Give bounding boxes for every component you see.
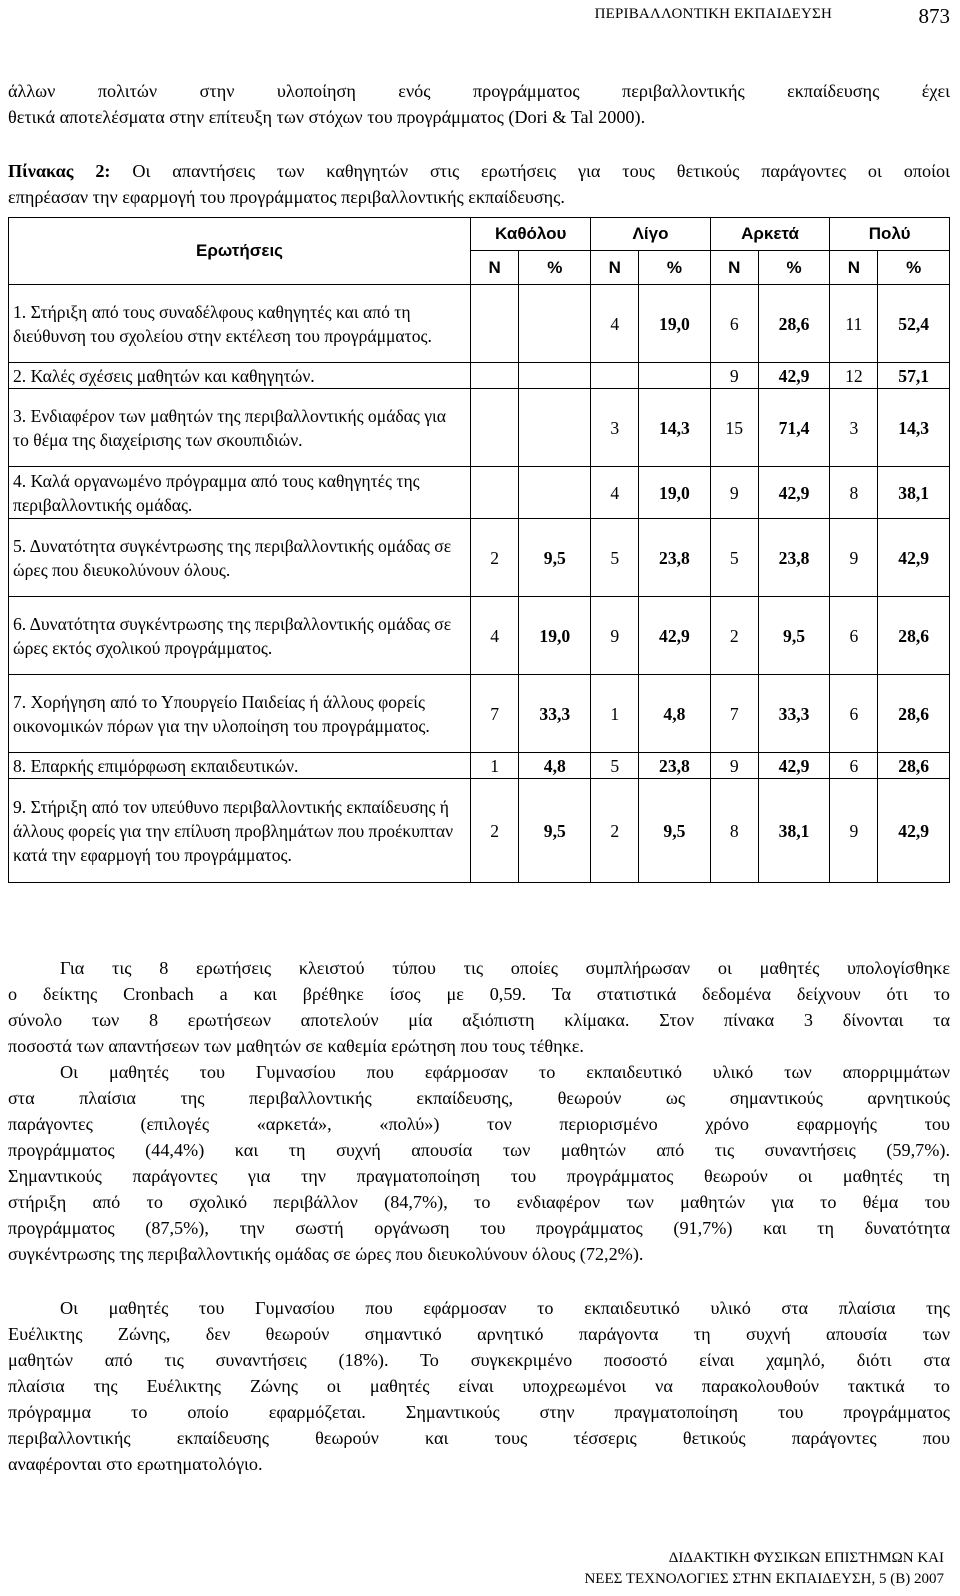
subheader-n: N	[471, 251, 519, 285]
count-cell: 9	[710, 467, 758, 519]
count-cell: 11	[830, 285, 878, 363]
question-cell: 3. Ενδιαφέρον των μαθητών της περιβαλλοντικής ομάδας για το θέμα της διαχείρισης των σκουπιδιών.	[9, 389, 471, 467]
count-cell	[471, 467, 519, 519]
count-cell: 6	[830, 597, 878, 675]
table-row	[9, 467, 950, 519]
count-cell: 4	[591, 467, 639, 519]
percent-cell	[519, 285, 591, 363]
subheader-n: N	[830, 251, 878, 285]
column-header-group: Καθόλου	[471, 218, 591, 251]
percent-cell: 9,5	[519, 779, 591, 883]
count-cell: 15	[710, 389, 758, 467]
table-row	[9, 597, 950, 675]
question-cell: 6. Δυνατότητα συγκέντρωσης της περιβαλλοντικής ομάδας σε ώρες εκτός σχολικού προγράμματος.	[9, 597, 471, 675]
intro-paragraph	[8, 78, 950, 130]
count-cell: 1	[591, 675, 639, 753]
text-line: προγράμματος (44,4%) και τη συχνή απουσία των μαθητών από τις συναντήσεις (59,7%).	[8, 1140, 950, 1160]
subheader-pct: %	[639, 251, 711, 285]
text-line: ποσοστά των απαντήσεων των μαθητών σε καθεμία ερώτηση που τους τέθηκε.	[8, 1036, 584, 1056]
question-cell: 9. Στήριξη από τον υπεύθυνο περιβαλλοντικής εκπαίδευσης ή άλλους φορείς για την επίλυση προβλημάτων που προέκυπταν κατά την εφαρμογή του προγράμματος.	[9, 779, 471, 883]
percent-cell: 23,8	[639, 753, 711, 779]
count-cell	[471, 285, 519, 363]
caption-text: επηρέασαν την εφαρμογή του προγράμματος περιβαλλοντικής εκπαίδευσης.	[8, 187, 565, 207]
table-row	[9, 285, 950, 363]
text-line: μαθητών από τις συναντήσεις (18%). Το συγκεκριμένο ποσοστό είναι χαμηλό, διότι στα	[8, 1350, 950, 1370]
percent-cell: 42,9	[878, 519, 950, 597]
count-cell: 9	[830, 779, 878, 883]
paragraph-cronbach	[8, 955, 950, 1059]
text-line: Οι μαθητές του Γυμνασίου που εφάρμοσαν το εκπαιδευτικό υλικό των απορριμμάτων	[60, 1062, 950, 1082]
percent-cell: 33,3	[758, 675, 830, 753]
text-line: προγράμματος (87,5%), την σωστή οργάνωση του προγράμματος (91,7%) και τη δυνατότητα	[8, 1218, 950, 1238]
percent-cell: 28,6	[878, 753, 950, 779]
caption-text: Οι απαντήσεις των καθηγητών στις ερωτήσεις για τους θετικούς παράγοντες οι οποίοι	[110, 161, 951, 181]
subheader-n: N	[591, 251, 639, 285]
count-cell: 12	[830, 363, 878, 389]
percent-cell: 38,1	[878, 467, 950, 519]
percent-cell: 42,9	[639, 597, 711, 675]
percent-cell: 19,0	[639, 467, 711, 519]
percent-cell: 42,9	[878, 779, 950, 883]
text-line: περιβαλλοντικής εκπαίδευσης θεωρούν και τους τέσσερις θετικούς παράγοντες που	[8, 1428, 950, 1448]
count-cell: 2	[591, 779, 639, 883]
count-cell: 6	[830, 753, 878, 779]
subheader-pct: %	[758, 251, 830, 285]
page-number: 873	[918, 4, 950, 28]
text-line: Οι μαθητές του Γυμνασίου που εφάρμοσαν το εκπαιδευτικό υλικό στα πλαίσια της	[60, 1298, 950, 1318]
count-cell: 7	[710, 675, 758, 753]
percent-cell: 28,6	[878, 675, 950, 753]
column-header-group: Λίγο	[591, 218, 710, 251]
percent-cell	[519, 389, 591, 467]
text-line: παράγοντες (επιλογές «αρκετά», «πολύ») τον περιορισμένο χρόνο εφαρμογής του	[8, 1114, 950, 1134]
count-cell: 4	[591, 285, 639, 363]
table-row	[9, 363, 950, 389]
text-line: συγκέντρωσης της περιβαλλοντικής ομάδας σε ώρες που διευκολύνουν όλους (72,2%).	[8, 1244, 644, 1264]
journal-issue: ΝΕΕΣ ΤΕΧΝΟΛΟΓΙΕΣ ΣΤΗΝ ΕΚΠΑΙΔΕΥΣΗ, 5 (Β) 2007	[584, 1571, 944, 1587]
question-cell: 7. Χορήγηση από το Υπουργείο Παιδείας ή άλλους φορείς οικονομικών πόρων για την υλοποίηση του προγράμματος.	[9, 675, 471, 753]
column-header-questions: Ερωτήσεις	[9, 218, 471, 285]
subheader-n: N	[710, 251, 758, 285]
table-caption	[8, 158, 950, 210]
percent-cell: 28,6	[878, 597, 950, 675]
count-cell: 9	[710, 753, 758, 779]
table-row	[9, 779, 950, 883]
count-cell	[471, 363, 519, 389]
running-title: ΠΕΡΙΒΑΛΛΟΝΤΙΚΗ ΕΚΠΑΙΔΕΥΣΗ	[594, 6, 832, 22]
count-cell: 9	[591, 597, 639, 675]
count-cell: 2	[471, 519, 519, 597]
text-line: Για τις 8 ερωτήσεις κλειστού τύπου τις οποίες συμπλήρωσαν οι μαθητές υπολογίσθηκε	[60, 958, 950, 978]
page-footer	[584, 1548, 944, 1590]
table-row	[9, 753, 950, 779]
count-cell: 5	[710, 519, 758, 597]
column-header-group: Πολύ	[830, 218, 950, 251]
percent-cell	[639, 363, 711, 389]
text-line: αναφέρονται στο ερωτηματολόγιο.	[8, 1454, 263, 1474]
text-line: σύνολο των 8 ερωτήσεων αποτελούν μία αξιόπιστη κλίμακα. Στον πίνακα 3 δίνονται τα	[8, 1010, 950, 1030]
percent-cell: 57,1	[878, 363, 950, 389]
text-line: Σημαντικούς παράγοντες για την πραγματοποίηση του προγράμματος θεωρούν οι μαθητές τη	[8, 1166, 950, 1186]
count-cell: 5	[591, 753, 639, 779]
percent-cell: 33,3	[519, 675, 591, 753]
percent-cell: 38,1	[758, 779, 830, 883]
percent-cell: 4,8	[639, 675, 711, 753]
journal-title: ΔΙΔΑΚΤΙΚΗ ΦΥΣΙΚΩΝ ΕΠΙΣΤΗΜΩΝ ΚΑΙ	[668, 1550, 944, 1566]
percent-cell: 9,5	[639, 779, 711, 883]
column-header-group: Αρκετά	[710, 218, 830, 251]
count-cell: 9	[830, 519, 878, 597]
percent-cell: 9,5	[758, 597, 830, 675]
responses-table	[8, 217, 950, 883]
percent-cell	[519, 467, 591, 519]
text-line: θετικά αποτελέσματα στην επίτευξη των στόχων του προγράμματος (Dori & Tal 2000).	[8, 107, 646, 127]
count-cell: 9	[710, 363, 758, 389]
question-cell: 4. Καλά οργανωμένο πρόγραμμα από τους καθηγητές της περιβαλλοντικής ομάδας.	[9, 467, 471, 519]
count-cell: 6	[830, 675, 878, 753]
question-cell: 5. Δυνατότητα συγκέντρωσης της περιβαλλοντικής ομάδας σε ώρες που διευκολύνουν όλους.	[9, 519, 471, 597]
count-cell: 4	[471, 597, 519, 675]
percent-cell: 9,5	[519, 519, 591, 597]
subheader-pct: %	[519, 251, 591, 285]
count-cell: 5	[591, 519, 639, 597]
text-line: πρόγραμμα το οποίο εφαρμόζεται. Σημαντικούς στην πραγματοποίηση του προγράμματος	[8, 1402, 950, 1422]
question-cell: 2. Καλές σχέσεις μαθητών και καθηγητών.	[9, 363, 471, 389]
percent-cell: 52,4	[878, 285, 950, 363]
percent-cell: 42,9	[758, 753, 830, 779]
text-line: στα πλαίσια της περιβαλλοντικής εκπαίδευσης, θεωρούν ως σημαντικούς αρνητικούς	[8, 1088, 950, 1108]
text-line: ο δείκτης Cronbach a και βρέθηκε ίσος με 0,59. Τα στατιστικά δεδομένα δείχνουν ότι το	[8, 984, 950, 1004]
paragraph-flexible-zone	[8, 1295, 950, 1477]
text-line: πλαίσια της Ευέλικτης Ζώνης οι μαθητές είναι υποχρεωμένοι να παρακολουθούν τακτικά το	[8, 1376, 950, 1396]
text-line: στήριξη από το σχολικό περιβάλλον (84,7%), το ενδιαφέρον των μαθητών για το θέμα του	[8, 1192, 950, 1212]
percent-cell	[519, 363, 591, 389]
count-cell: 6	[710, 285, 758, 363]
percent-cell: 42,9	[758, 363, 830, 389]
count-cell: 3	[591, 389, 639, 467]
table-row	[9, 675, 950, 753]
percent-cell: 71,4	[758, 389, 830, 467]
percent-cell: 42,9	[758, 467, 830, 519]
count-cell: 3	[830, 389, 878, 467]
percent-cell: 23,8	[639, 519, 711, 597]
percent-cell: 19,0	[519, 597, 591, 675]
count-cell: 2	[471, 779, 519, 883]
percent-cell: 28,6	[758, 285, 830, 363]
table-row	[9, 519, 950, 597]
count-cell: 1	[471, 753, 519, 779]
percent-cell: 4,8	[519, 753, 591, 779]
count-cell: 8	[830, 467, 878, 519]
percent-cell: 14,3	[639, 389, 711, 467]
count-cell: 7	[471, 675, 519, 753]
subheader-pct: %	[878, 251, 950, 285]
count-cell	[591, 363, 639, 389]
count-cell: 8	[710, 779, 758, 883]
page-header	[8, 0, 952, 40]
caption-label: Πίνακας 2:	[8, 161, 111, 181]
percent-cell: 23,8	[758, 519, 830, 597]
question-cell: 1. Στήριξη από τους συναδέλφους καθηγητές και από τη διεύθυνση του σχολείου στην εκτέλεση του προγράμματος.	[9, 285, 471, 363]
table-row	[9, 389, 950, 467]
count-cell	[471, 389, 519, 467]
text-line: άλλων πολιτών στην υλοποίηση ενός προγράμματος περιβαλλοντικής εκπαίδευσης έχει	[8, 81, 950, 101]
text-line: Ευέλικτης Ζώνης, δεν θεωρούν σημαντικό αρνητικό παράγοντα τη συχνή απουσία των	[8, 1324, 950, 1344]
paragraph-gymnasium	[8, 1059, 950, 1267]
percent-cell: 14,3	[878, 389, 950, 467]
question-cell: 8. Επαρκής επιμόρφωση εκπαιδευτικών.	[9, 753, 471, 779]
count-cell: 2	[710, 597, 758, 675]
percent-cell: 19,0	[639, 285, 711, 363]
